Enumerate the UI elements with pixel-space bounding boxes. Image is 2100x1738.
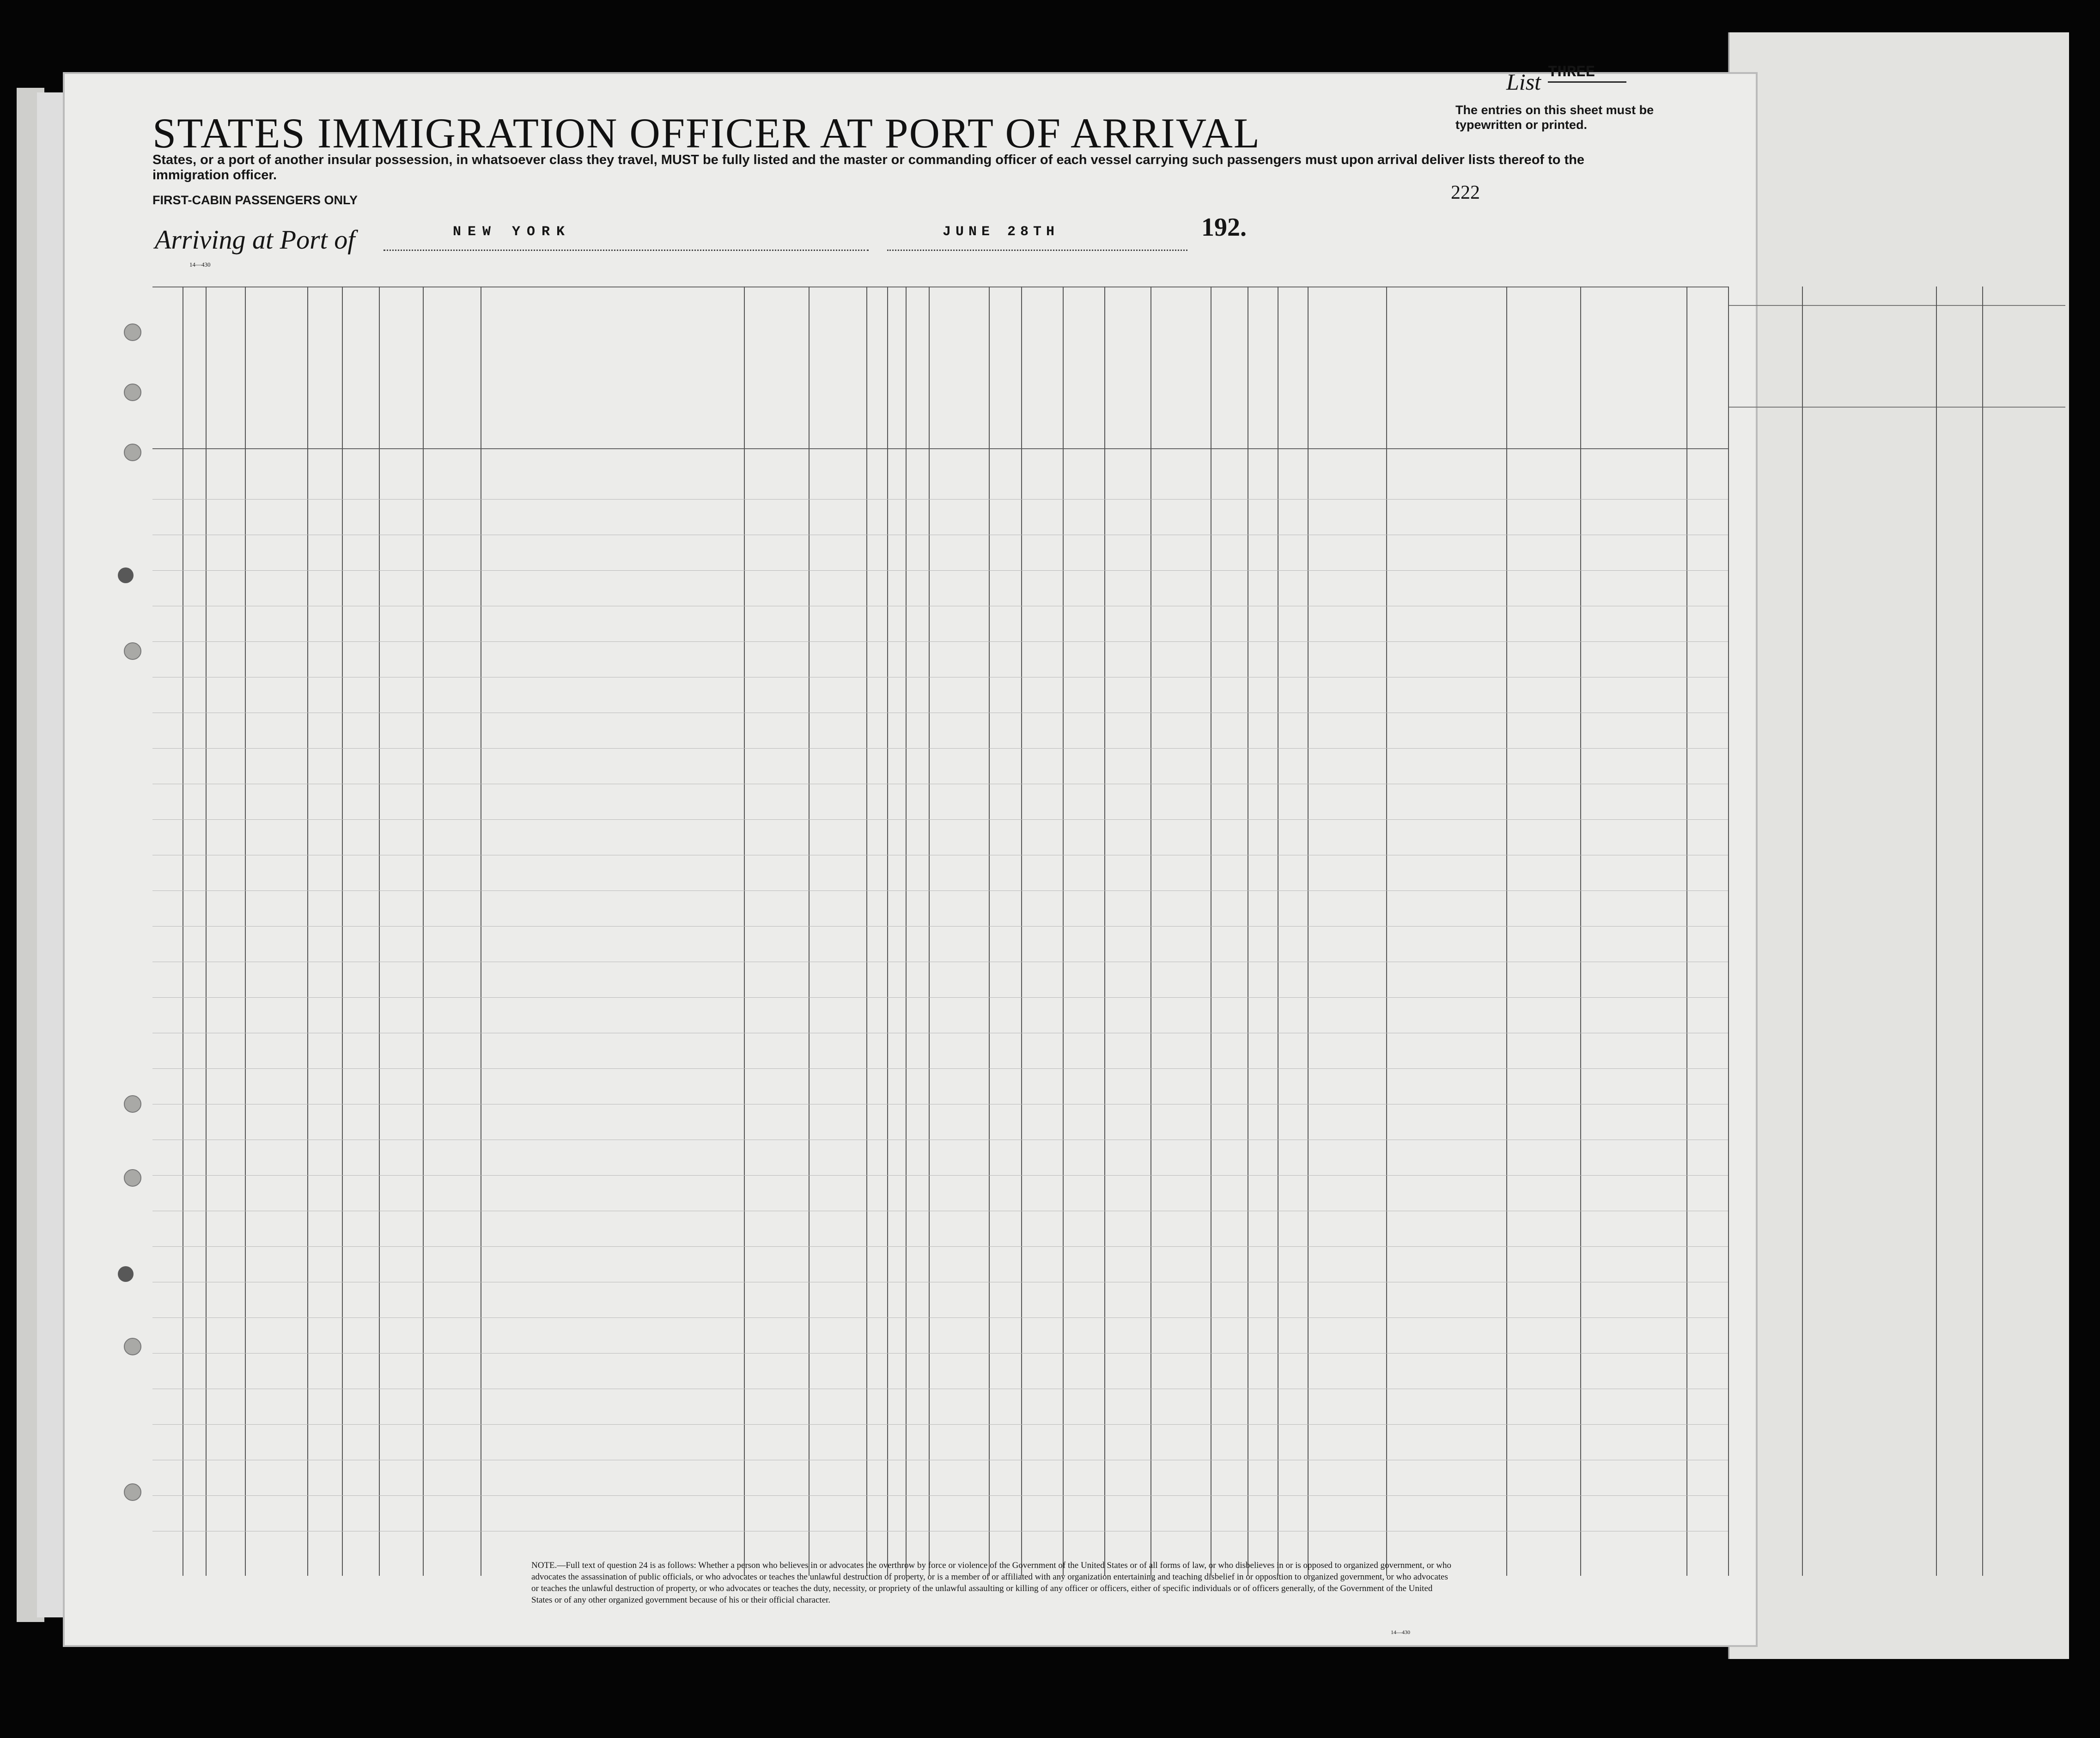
binder-hole [118, 1266, 134, 1282]
column-rule [1063, 287, 1064, 1576]
row-rule [152, 1424, 1728, 1425]
list-label: List [1506, 69, 1541, 95]
column-rule [379, 287, 380, 1576]
binder-hole [118, 567, 134, 583]
cabin-class: FIRST-CABIN PASSENGERS ONLY [152, 193, 358, 207]
row-rule [152, 997, 1728, 998]
row-rule [152, 926, 1728, 927]
column-rule [1802, 287, 1803, 1576]
column-rule [1580, 287, 1581, 1576]
punch-hole [124, 1483, 141, 1501]
column-rule [307, 287, 308, 1576]
column-rule [342, 287, 343, 1576]
manifest-sheet [65, 74, 1756, 1645]
punch-hole [124, 1095, 141, 1113]
page-title: STATES IMMIGRATION OFFICER AT PORT OF ARRIVAL [152, 110, 1260, 157]
list-value: THREE [1548, 64, 1626, 83]
row-rule [152, 641, 1728, 642]
row-rule [152, 890, 1728, 891]
punch-hole [124, 444, 141, 461]
date-value: JUNE 28TH [943, 224, 1059, 240]
column-rule [989, 287, 990, 1576]
vise-top-rule [1728, 305, 2065, 306]
column-rule [423, 287, 424, 1576]
punch-hole [124, 323, 141, 341]
row-rule [152, 1495, 1728, 1496]
column-rule [1936, 287, 1937, 1576]
footnote: NOTE.—Full text of question 24 is as follows: Whether a person who believes in or advocates the overthrow by force or violence of the Government of the United States or of all forms of law, or who disbelieves in or is opposed to organized government, or who advocates the assassination of public officials, or who advocates or teaches the unlawful destruction of property, or is a member of or affiliated with any organization entertaining and teaching disbelief in or opposition to organized government, or who advocates or teaches the unlawful destruction of property, or who advocates or teaches the duty, necessity, or propriety of the unlawful assaulting or killing of any officer or officers, either of specific individuals or of officers generally, of the Government of the United States or of any other organized government because of his or their official character. [531, 1561, 1452, 1605]
column-rule [1104, 287, 1105, 1576]
header-bottom-rule [152, 448, 1728, 449]
arriving-label: Arriving at Port of [155, 225, 355, 255]
vise-header-rule [1728, 407, 2065, 408]
row-rule [152, 570, 1728, 571]
row-rule [152, 499, 1728, 500]
row-rule [152, 1246, 1728, 1247]
punch-hole [124, 384, 141, 401]
punch-hole [124, 1338, 141, 1355]
column-rule [809, 287, 810, 1576]
column-rule [1506, 287, 1507, 1576]
column-rule [1308, 287, 1309, 1576]
column-rule [1686, 287, 1687, 1576]
row-rule [152, 748, 1728, 749]
row-rule [152, 1317, 1728, 1318]
column-rule [206, 287, 207, 1576]
column-rule [1021, 287, 1022, 1576]
punch-hole [124, 1169, 141, 1187]
row-rule [152, 1353, 1728, 1354]
entries-note: The entries on this sheet must be typewritten or printed. [1455, 103, 1654, 132]
notice-text: States, or a port of another insular possession, in whatsoever class they travel, MUST be fully listed and the master or commanding officer of each vessel carrying such passengers must upon arrival deliver lists thereof to the immigration officer. [152, 152, 1585, 183]
year-value: 192. [1201, 213, 1247, 242]
column-rule [1386, 287, 1387, 1576]
form-code: 14—430 [189, 261, 211, 268]
column-rule [1150, 287, 1151, 1576]
column-rule [906, 287, 907, 1576]
column-rule [887, 287, 888, 1576]
row-rule [152, 1068, 1728, 1069]
form-code-footer: 14—430 [1391, 1629, 1410, 1635]
column-rule [1982, 287, 1983, 1576]
row-rule [152, 819, 1728, 820]
column-rule [245, 287, 246, 1576]
column-rule [1728, 287, 1729, 1576]
column-rule [929, 287, 930, 1576]
port-value: NEW YORK [453, 224, 572, 240]
vise-sheet [1728, 32, 2069, 1659]
column-rule [744, 287, 745, 1576]
punch-hole [124, 642, 141, 660]
column-rule [866, 287, 867, 1576]
page-number: 222 [1451, 182, 1480, 203]
row-rule [152, 1175, 1728, 1176]
